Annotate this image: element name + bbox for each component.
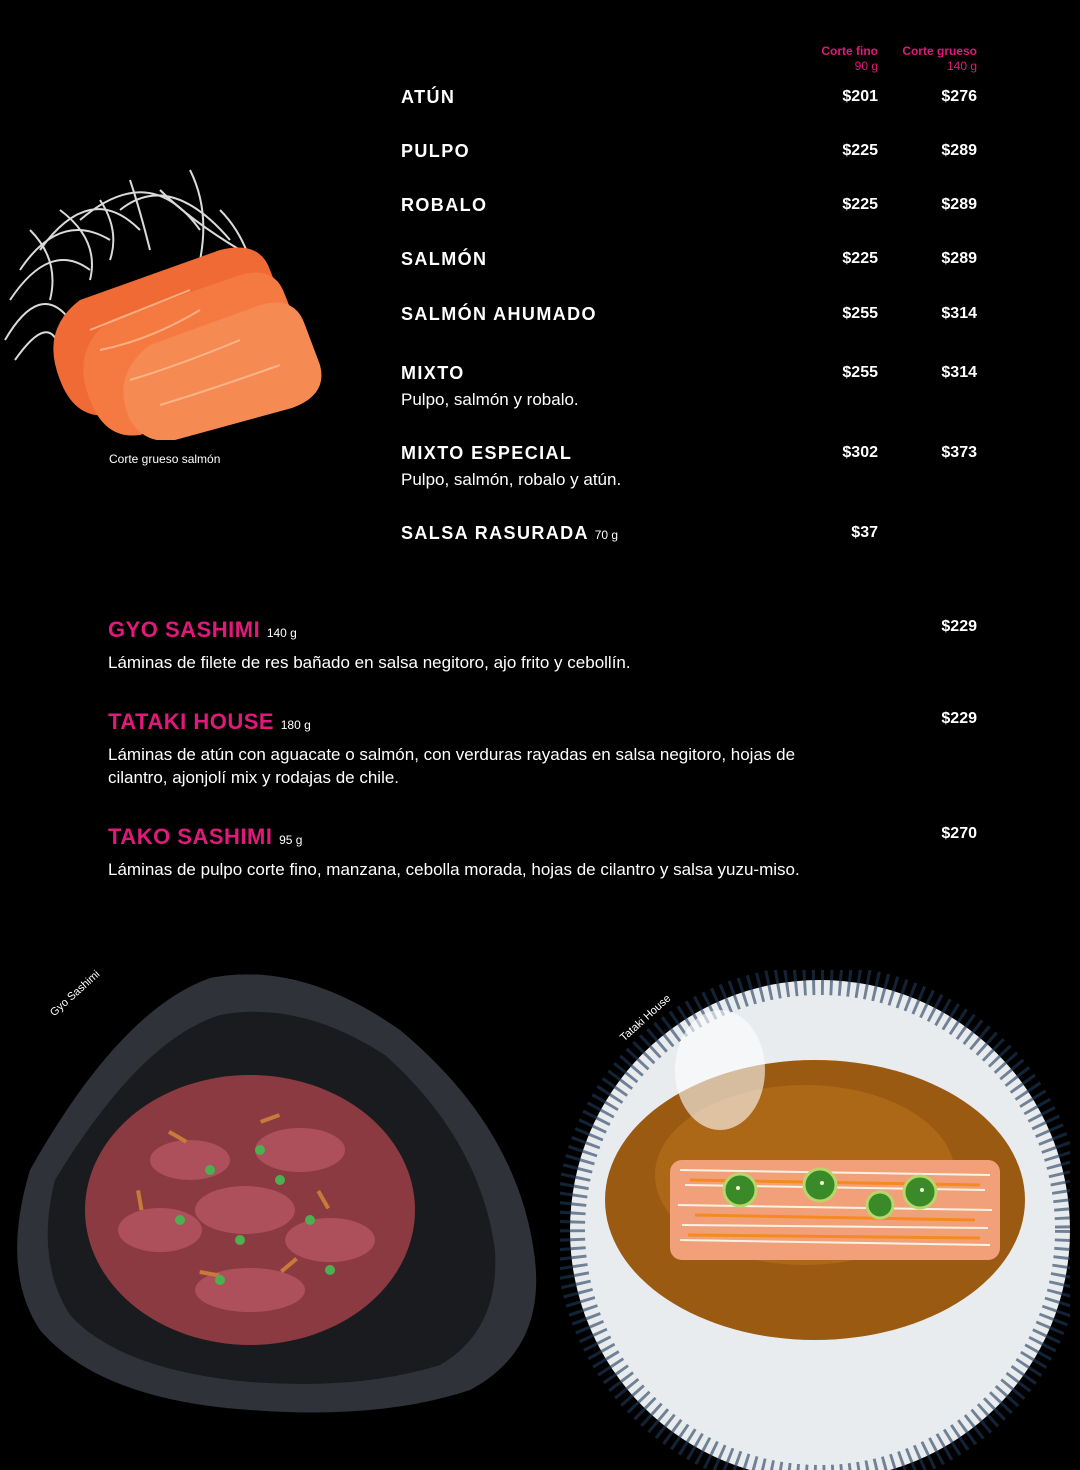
gyo-sashimi-photo bbox=[0, 970, 545, 1420]
item-name: ROBALO bbox=[401, 195, 488, 215]
item-name: MIXTO ESPECIAL bbox=[401, 443, 573, 463]
dish-title: TATAKI HOUSE bbox=[108, 709, 275, 734]
gyo-photo-caption: Gyo Sashimi bbox=[48, 968, 103, 1019]
price-fino: $255 bbox=[842, 305, 878, 322]
item-description: Pulpo, salmón y robalo. bbox=[401, 390, 579, 409]
item-name: MIXTO bbox=[401, 363, 465, 383]
dish-title: TAKO SASHIMI bbox=[108, 824, 273, 849]
tataki-photo-caption: Tataki House bbox=[618, 992, 674, 1044]
corte-fino-label: Corte fino bbox=[821, 44, 878, 58]
dish-title-line bbox=[108, 616, 977, 647]
price-fino: $302 bbox=[842, 444, 878, 461]
item-weight: 70 g bbox=[594, 528, 619, 542]
item-name: ATÚN bbox=[401, 87, 456, 107]
dish-description: Láminas de pulpo corte fino, manzana, cebolla morada, hojas de cilantro y salsa yuzu-miso. bbox=[108, 860, 800, 879]
price-grueso: $314 bbox=[941, 305, 977, 322]
menu-row-salsa-rasurada bbox=[401, 522, 977, 546]
price-fino: $225 bbox=[842, 250, 878, 267]
column-header-corte-fino bbox=[821, 44, 878, 74]
dish-price: $229 bbox=[941, 710, 977, 727]
price-fino: $225 bbox=[842, 142, 878, 159]
tataki-house-photo bbox=[560, 970, 1070, 1470]
price-grueso: $289 bbox=[941, 250, 977, 267]
menu-row-salmon bbox=[401, 248, 977, 270]
menu-row-pulpo bbox=[401, 140, 977, 162]
price-fino: $225 bbox=[842, 196, 878, 213]
salmon-sashimi-photo bbox=[0, 150, 330, 440]
menu-row-mixto-especial bbox=[401, 442, 977, 491]
menu-row-atun bbox=[401, 86, 977, 108]
item-description: Pulpo, salmón, robalo y atún. bbox=[401, 470, 622, 489]
dish-weight: 95 g bbox=[279, 833, 303, 847]
dish-title-line bbox=[108, 708, 977, 739]
dish-weight: 180 g bbox=[280, 718, 311, 732]
dish-description: Láminas de atún con aguacate o salmón, con verduras rayadas en salsa negitoro, hojas de cilantro, ajonjolí mix y rodajas de chile. bbox=[108, 745, 796, 787]
dish-description: Láminas de filete de res bañado en salsa negitoro, ajo frito y cebollín. bbox=[108, 653, 631, 672]
price-grueso: $373 bbox=[941, 444, 977, 461]
dish-title: GYO SASHIMI bbox=[108, 617, 261, 642]
item-name: SALMÓN AHUMADO bbox=[401, 304, 597, 324]
price-fino: $201 bbox=[842, 88, 878, 105]
item-name-line bbox=[401, 522, 977, 546]
dish-price: $270 bbox=[941, 825, 977, 842]
price-grueso: $289 bbox=[941, 196, 977, 213]
dish-title-line bbox=[108, 823, 977, 854]
price-grueso: $276 bbox=[941, 88, 977, 105]
dish-gyo-sashimi bbox=[108, 616, 977, 674]
dish-tataki-house bbox=[108, 708, 977, 789]
salmon-photo-caption: Corte grueso salmón bbox=[109, 452, 221, 466]
item-name: PULPO bbox=[401, 141, 471, 161]
dish-weight: 140 g bbox=[266, 626, 297, 640]
menu-row-mixto bbox=[401, 362, 977, 411]
menu-row-robalo bbox=[401, 194, 977, 216]
item-name: SALSA RASURADA bbox=[401, 523, 589, 543]
price-grueso: $314 bbox=[941, 364, 977, 381]
dish-tako-sashimi bbox=[108, 823, 977, 881]
column-header-corte-grueso bbox=[902, 44, 977, 74]
price-fino: $255 bbox=[842, 364, 878, 381]
item-name: SALMÓN bbox=[401, 249, 488, 269]
price-fino: $37 bbox=[851, 524, 878, 541]
corte-grueso-weight: 140 g bbox=[946, 59, 977, 73]
corte-fino-weight: 90 g bbox=[854, 59, 878, 73]
corte-grueso-label: Corte grueso bbox=[902, 44, 977, 58]
price-grueso: $289 bbox=[941, 142, 977, 159]
dish-price: $229 bbox=[941, 618, 977, 635]
menu-row-salmon-ahumado bbox=[401, 303, 977, 325]
